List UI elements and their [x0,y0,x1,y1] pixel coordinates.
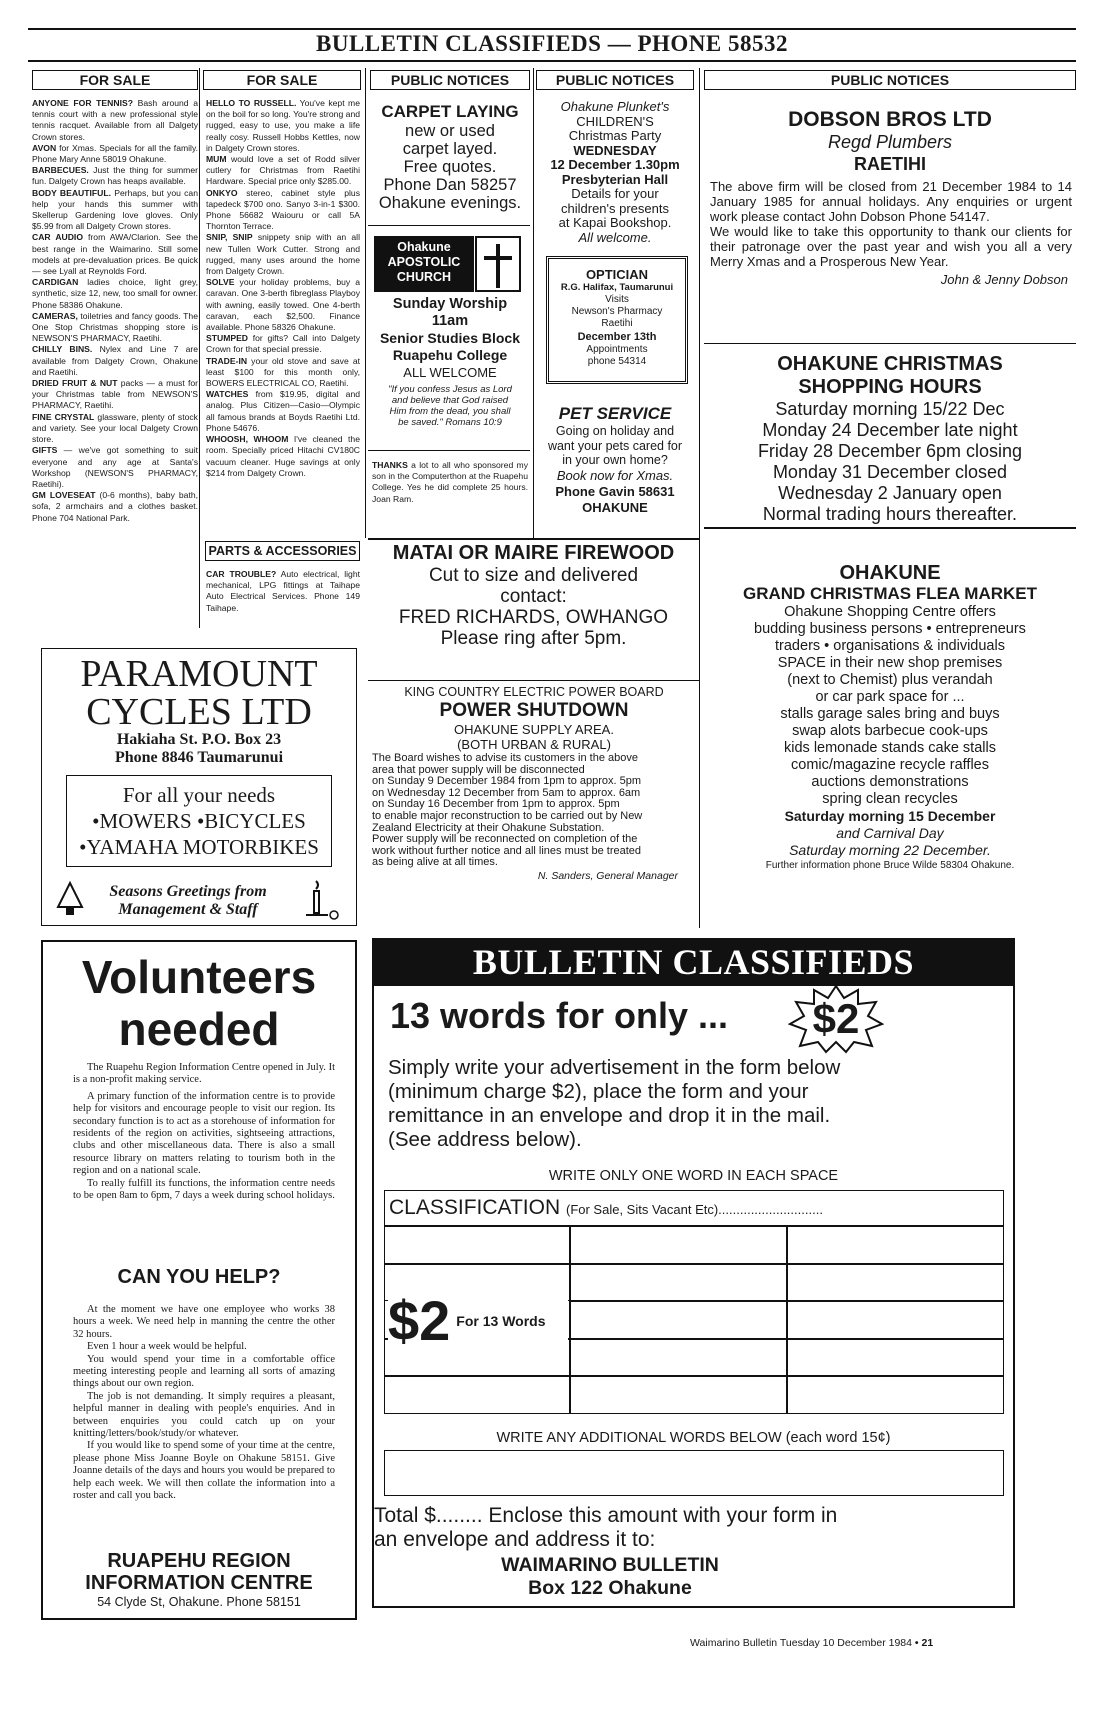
pet-service-ad: PET SERVICE Going on holiday and want your pets cared for in your own home? Book now for Xmas. Phone Gavin 58631 OHAKUNE [547,404,683,515]
col2-heading: FOR SALE [203,70,361,90]
classified-listing: CAMERAS, toiletries and fancy goods. The One Stop Christmas shopping store is NEWSON'S PHARMACY, Raetihi. [32,310,198,344]
firewood-ad: MATAI OR MAIRE FIREWOOD Cut to size and delivered contact: FRED RICHARDS, OWHANGO Please ring after 5pm. [392,542,675,649]
word-space[interactable] [787,1339,1004,1377]
footer: Waimarino Bulletin Tuesday 10 December 1984 • 21 [690,1637,934,1649]
classified-listing: ANYONE FOR TENNIS? Bash around a tennis court with a new professional style tennis racquet. Available from all Dalgety Crown stores. [32,98,198,142]
word-space[interactable] [570,1226,787,1264]
word-space[interactable] [787,1301,1004,1339]
word-grid [384,1226,1004,1414]
optician-ad: OPTICIAN R.G. Halifax, Taumarunui Visits Newson's Pharmacy Raetihi December 13th Appointments phone 54314 [546,256,688,384]
church-logo: Ohakune APOSTOLIC CHURCH [374,236,522,292]
power-shutdown-ad: KING COUNTRY ELECTRIC POWER BOARD POWER SHUTDOWN OHAKUNE SUPPLY AREA. (BOTH URBAN & RURAL) The Board wishes to advise its customers in the above area that power supply will be disconnected on Sunday 9 December 1984 from 1pm to approx. 5pm on Wednesday 12 December from 5am to approx. 6am on Sunday 16 December from 1pm to approx. 5pm to enable major reconstruction to be carried out by New Zealand Electricity at their Ohakune Substation. Power supply will be reconnected on completion of the work without further notice and all lines must be treated as being alive at all times. N. Sanders, General Manager [372,685,678,882]
classified-listing: CAR AUDIO from AWA/Clarion. See the best range in the Waimarino. Still some models at pre-devaluation prices. Be quick — see Lyall at Reynolds Ford. [32,232,198,277]
classified-listing: GM LOVESEAT (0-6 months), baby bath, sofa, 2 armchairs and a clothes basket. Phone 704 National Park. [32,490,198,523]
write-one-word: WRITE ONLY ONE WORD IN EACH SPACE [548,1168,839,1184]
can-you-help-heading: CAN YOU HELP? [117,1266,281,1288]
classified-listing: SNIP, SNIP snippety snip with an all new Tullen Work Cutter. Strong and rugged, many uses around the home from Dalgety Crown. [206,232,360,277]
classified-listing: GIFTS — we've got something to suit everyone and any age at Santa's Workshop (NEWSON'S PHARMACY, Raetihi). [32,445,198,489]
dobson-body: The above firm will be closed from 21 December 1984 to 14 January 1985 for annual holidays. Any enquiries or urgent work please contact John Dobson Phone 54147. We would like to take this opportunity to thank our clients for their patronage over the past year and wish you all a very Merry Xmas and a Prosperous New Year. John & Jenny Dobson [710,179,1072,287]
offer-text: 13 words for only ... [390,995,729,1036]
price-burst: $2 [788,984,884,1054]
word-space[interactable] [570,1301,787,1339]
classified-listing: CARDIGAN ladies choice, light grey, synthetic, size 12, new, too small for owner. Phone 58386 Ohakune. [32,277,198,310]
classified-listing: TRADE-IN your old stove and save at least $100 for this month only, BOWERS ELECTRICAL CO, Raetihi. [206,355,360,389]
classified-listing: BODY BEAUTIFUL. Perhaps, but you can help your hands this summer with Skellerup Gardening love gloves. Only $5.99 from all Dalgety Crown stores. [32,187,198,232]
price-label: $2 For 13 Words [388,1288,568,1356]
classified-listing: ONKYO stereo, cabinet style plus tapedeck $700 ono. Sanyo 3-in-1 $300. Phone 56682 Waiouru or call 5A Thornton Terrace. [206,187,360,232]
order-form: BULLETIN CLASSIFIEDS 13 words for only ... $2 Simply write your advertisement in the form below (minimum charge $2), place the form and your remittance in an envelope and drop it in the mail. (See address below). WRITE ONLY ONE WORD IN EACH SPACE CLASSIFICATION (For Sale, Sits Vacant Etc)............................. $2 For 13 Words WRITE ANY ADDITIONAL WORDS BELOW (each word 15¢) Total $........ Enclose this amount with your form in an envelope and address it to: WAIMARINO BULLETIN Box 122 Ohakune [372,938,1015,1608]
classified-listing: AVON for Xmas. Specials for all the family. Phone Mary Anne 58019 Ohakune. [32,142,198,165]
volunteers-ad: Volunteers needed The Ruapehu Region Information Centre opened in July. It is a non-profit making service. A primary function of the information centre is to provide help for visitors and encourage people to visit our region. Its secondary function is to act as a storehouse of information for residents of the region on activities, sightseeing attractions, clubs and other miscellaneous data. There is also a small resource library on matters relating to tourism both in the region and on a national scale. To really fulfill its functions, the information centre needs to be open 8am to 6pm, 7 days a week during school holidays. CAN YOU HELP? At the moment we have one employee who works 38 hours a week. We need help in manning the centre the other 32 hours. Even 1 hour a week would be helpful. You would spend your time in a comfortable office meeting interesting people and learning all sorts of amazing things about our own region. The job is not demanding. It simply requires a pleasant, helpful manner in dealing with people's enquiries. And in between enquiries you could catch up on your knitting/letters/book/study/or whatever. If you would like to spend some of your time at the centre, please phone Miss Joanne Boyle on Ohakune 58151. Give Joanne details of the days and hours you would be prepared to help each week. We will then collate the information into a roster and call you back. RUAPEHU REGION INFORMATION CENTRE 54 Clyde St, Ohakune. Phone 58151 [41,940,357,1620]
word-space[interactable] [384,1376,570,1414]
col1-listings [32,98,198,524]
classified-listing: WHOOSH, WHOOM I've cleaned the room. Specially priced Hitachi CV180C vacuum cleaner. Huge savings at only $214 from Dalgety Crown. [206,434,360,478]
church-ad: Sunday Worship 11am Senior Studies Block Ruapehu College ALL WELCOME "If you confess Jesus as Lord and believe that God raised Him from the dead, you shall be saved." Romans 10:9 [379,296,521,428]
col1-heading: FOR SALE [32,70,198,90]
classified-listing: WATCHES from $19.95, digital and analog. Plus Citizen—Casio—Olympic all famous brands at Boyds Raetihi Ltd. Phone 54676. [206,389,360,433]
shopping-hours-ad: OHAKUNE CHRISTMAS SHOPPING HOURS Saturday morning 15/22 Dec Monday 24 December late night Friday 28 December 6pm closing Monday 31 December closed Wednesday 2 January open Normal trading hours thereafter. [757,353,1023,524]
paramount-ad: PARAMOUNT CYCLES LTD Hakiaha St. P.O. Box 23 Phone 8846 Taumarunui For all your needs •MOWERS •BICYCLES •YAMAHA MOTORBIKES Seasons Greetings from Management & Staff [41,648,357,926]
word-space[interactable] [787,1264,1004,1302]
col4-heading: PUBLIC NOTICES [536,70,694,90]
classified-listing: HELLO TO RUSSELL. You've kept me on the boil for so long. You're strong and rugged, easy to use, you make a life really cosy. Russell Hobbs Kettles, now in Dalgety Crown stores. [206,98,360,153]
parts-heading: PARTS & ACCESSORIES [205,541,360,561]
candle-icon [304,877,340,921]
flea-market-ad: OHAKUNE GRAND CHRISTMAS FLEA MARKET Ohakune Shopping Centre offers budding business persons • entrepreneurs traders • organisations & individuals SPACE in their new shop premises (next to Chemist) plus verandah or car park space for ... stalls garage sales bring and buys swap alots barbecue cook-ups kids lemonade stands cake stalls comic/magazine recycle raffles auctions demonstrations spring clean recycles Saturday morning 15 December and Carnival Day Saturday morning 22 December. Further information phone Bruce Wilde 58304 Ohakune. [742,562,1038,871]
parts-listing: CAR TROUBLE? Auto electrical, light mechanical, LPG fittings at Taihape Auto Electrical Services. Phone 149 Taihape. [206,569,360,613]
classified-listing: STUMPED for gifts? Call into Dalgety Crown for that special pressie. [206,333,360,355]
additional-words-label: WRITE ANY ADDITIONAL WORDS BELOW (each word 15¢) [496,1430,891,1446]
thanks-listing: THANKS a lot to all who sponsored my son in the Computerthon at the Ruapehu College. Yes he did complete 25 hours. Joan Ram. [372,460,528,504]
word-space[interactable] [570,1376,787,1414]
classified-listing: FINE CRYSTAL glassware, plenty of stock and variety. See your local Dalgety Crown store. [32,411,198,445]
classified-listing: BARBECUES. Just the thing for summer fun. Dalgety Crown has heaps available. [32,165,198,187]
word-space[interactable] [787,1376,1004,1414]
word-space[interactable] [570,1339,787,1377]
cross-icon [475,236,521,292]
col3-heading: PUBLIC NOTICES [370,70,530,90]
form-banner: BULLETIN CLASSIFIEDS [372,938,1015,986]
classification-field[interactable]: CLASSIFICATION (For Sale, Sits Vacant Etc)............................. [384,1190,1004,1226]
masthead-title: BULLETIN CLASSIFIEDS — PHONE 58532 [316,31,788,56]
plunket-ad: Ohakune Plunket's CHILDREN'S Christmas Party WEDNESDAY 12 December 1.30pm Presbyterian Hall Details for your children's presents at Kapai Bookshop. All welcome. [550,99,680,245]
carpet-ad: CARPET LAYING new or used carpet layed. Free quotes. Phone Dan 58257 Ohakune evenings. [378,102,522,212]
classified-listing: DRIED FRUIT & NUT packs — a must for your Christmas table from NEWSON'S PHARMACY, Raetihi. [32,378,198,411]
additional-words-field[interactable] [384,1450,1004,1496]
word-space[interactable] [384,1226,570,1264]
col2-listings [206,98,360,479]
word-space[interactable] [570,1264,787,1302]
word-space[interactable] [787,1226,1004,1264]
dobson-ad: DOBSON BROS LTD Regd Plumbers RAETIHI [788,108,992,174]
classified-listing: CHILLY BINS. Nylex and Line 7 are available from Dalgety Crown, Ohakune and Raetihi. [32,344,198,377]
christmas-tree-icon [56,881,84,917]
col5-heading: PUBLIC NOTICES [704,70,1076,90]
classified-listing: MUM would love a set of Rodd silver cutlery for Christmas from Raetihi Hardware. Special price only $285.00. [206,154,360,187]
classified-listing: SOLVE your holiday problems, buy a caravan. One 3-berth fibreglass Playboy with awning, easily towed. One 4-berth caravan, each $2,500. Finance available. Phone 58326 Ohakune. [206,277,360,333]
